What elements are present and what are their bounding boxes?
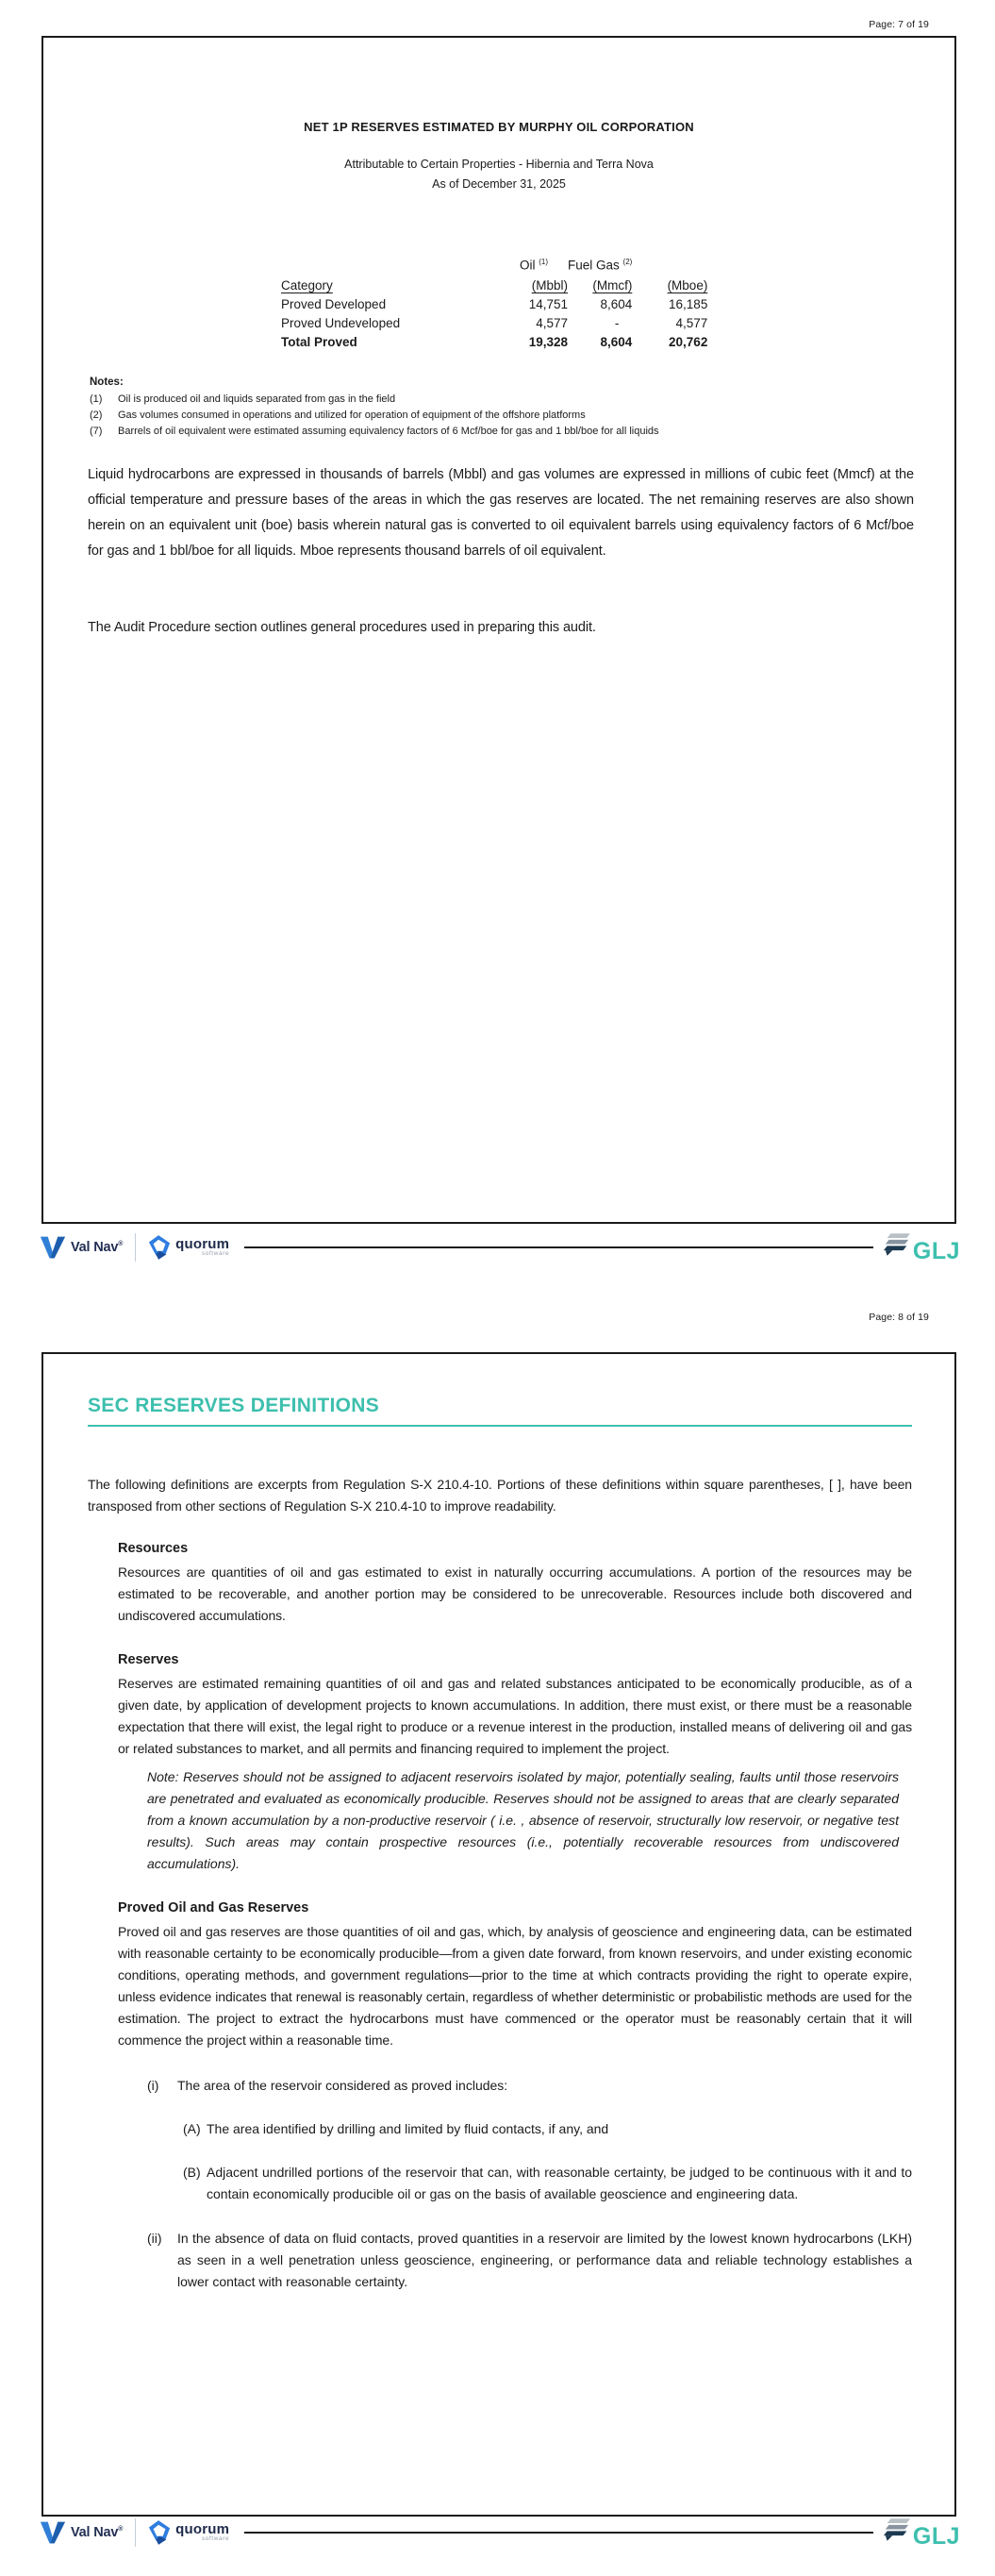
page-8: [41, 1352, 956, 2517]
group-header-oil: Oil $^{(1)}$: [519, 257, 549, 272]
list-item-a: [183, 2118, 912, 2140]
section-resources: [118, 1538, 912, 1627]
row-oil-value: 14,751: [528, 297, 568, 311]
row-boe-value: 16,185: [669, 297, 708, 311]
footer-divider: [135, 1233, 136, 1262]
report-effective-date: As of December 31, 2025: [432, 177, 566, 191]
list-text: The area of the reservoir considered as proved includes:: [177, 2078, 508, 2093]
page-7: [41, 36, 956, 1224]
glj-logo: [883, 2518, 960, 2550]
glj-logo: [883, 1233, 960, 1262]
section-body: Proved oil and gas reserves are those quantities of oil and gas, which, by analysis of geoscience and engineering data, can be estimated with reasonable certainty to be economically producible—from a given date forward, from known reservoirs, and under existing economic conditions, operating methods, and government regulations—prior to the time at which contracts providing the right to operate expire, unless evidence indicates that renewal is reasonably certain, regardless of whether deterministic or probabilistic methods are used for the estimation. The project to extract the hydrocarbons must have commenced or the operator must be reasonably certain that it will commence the project within a reasonable time.: [118, 1924, 912, 2048]
row-boe-value: 4,577: [675, 316, 708, 330]
registered-mark: ®: [118, 1241, 124, 1248]
valnav-v-icon: [40, 1236, 66, 1259]
section-title-rule: [88, 1425, 912, 1427]
section-proved-reserves: [118, 1898, 912, 2051]
col-header-mboe: (Mboe): [667, 278, 708, 293]
note-number: (2): [90, 410, 103, 421]
registered-mark: ®: [118, 2526, 124, 2534]
table-total-row: [281, 330, 707, 349]
list-marker: (A): [183, 2121, 201, 2136]
report-title: NET 1P RESERVES ESTIMATED BY MURPHY OIL CORPORATION: [304, 120, 694, 134]
list-text: Adjacent undrilled portions of the reservoir that can, with reasonable certainty, be judged to be continuous with it and to contain economically producible oil or gas on the basis of available geoscience and engineering data.: [207, 2165, 912, 2201]
units-paragraph: Liquid hydrocarbons are expressed in thousands of barrels (Mbbl) and gas volumes are expressed in millions of cubic feet (Mmcf) at the official temperature and pressure bases of the areas in which the gas reserves are located. The net remaining reserves are also shown herein on an equivalent unit (boe) basis wherein natural gas is converted to oil equivalent barrels using equivalency factors of 6 Mcf/boe for gas and 1 bbl/boe for all liquids. Mboe represents thousand barrels of oil equivalent.: [88, 467, 914, 559]
notes-block: [90, 375, 898, 440]
row-oil-value: 19,328: [528, 335, 568, 349]
glj-layers-icon: [883, 1233, 911, 1256]
col-header-mbbl: (Mbbl): [531, 278, 568, 293]
list-marker: (ii): [147, 2231, 162, 2246]
section-title: SEC RESERVES DEFINITIONS: [88, 1395, 380, 1416]
valnav-wordmark: Val Nav®: [71, 1240, 124, 1255]
section-body: Resources are quantities of oil and gas estimated to exist in naturally occurring accumulations. A portion of the resources may be estimated to be recoverable, and another portion may be considered to be unrecoverable. Resources include both discovered and undiscovered accumulations.: [118, 1564, 912, 1623]
footer-divider: [135, 2518, 136, 2547]
list-marker: (i): [147, 2078, 159, 2093]
footer-rule: [244, 1246, 873, 1248]
reserves-note: Note: Reserves should not be assigned to adjacent reservoirs isolated by major, potentially sealing, faults until those reservoirs are penetrated and evaluated as economically producible. Reserves should not be assigned to areas that are clearly separated from a known accumulation by a non-productive reservoir ( i.e. , absence of reservoir, structurally low reservoir, or negative test results). Such areas may contain prospective resources (i.e., potentially recoverable resources from undiscovered accumulations).: [147, 1769, 899, 1871]
glj-layers-icon: [883, 2518, 911, 2541]
quorum-sublabel: software: [201, 2535, 230, 2542]
table-row: [281, 293, 707, 311]
row-gas-value: 8,604: [600, 297, 633, 311]
definitions-intro: The following definitions are excerpts from Regulation S-X 210.4-10. Portions of these definitions within square parentheses, [ ], have been transposed from other sections of Regulation S-X 210.4-10 to improve readability.: [88, 1477, 912, 1514]
table-header-row: [281, 272, 707, 293]
glj-label: GLJ: [912, 2523, 960, 2550]
group-header-fuel-gas: Fuel Gas $^{(2)}$: [568, 257, 633, 272]
audit-procedure-paragraph: The Audit Procedure section outlines general procedures used in preparing this audit.: [88, 620, 596, 635]
footer-rule: [244, 2532, 873, 2534]
quorum-label: quorum: [175, 1236, 230, 1252]
note-item: [90, 424, 898, 440]
section-reserves: [118, 1649, 912, 1760]
page-indicator: Page: 7 of 19: [869, 19, 929, 30]
notes-heading: Notes:: [90, 376, 124, 388]
list-item-i: [147, 2075, 912, 2097]
quorum-q-icon: [148, 2520, 171, 2545]
list-text: The area identified by drilling and limited by fluid contacts, if any, and: [207, 2121, 609, 2136]
list-item-b: [183, 2162, 912, 2205]
col-header-mmcf: (Mmcf): [592, 278, 633, 293]
list-marker: (B): [183, 2165, 201, 2180]
row-category: Total Proved: [281, 335, 357, 349]
quorum-label: quorum: [175, 2521, 230, 2537]
section-body: Reserves are estimated remaining quantities of oil and gas and related substances anticipated to be economically producible, as of a given date, by application of development projects to known accumulations. In addition, there must exist, or there must be a reasonable expectation that there will exist, the legal right to produce or a revenue interest in the production, installed means of delivering oil and gas or related substances to market, and all permits and financing required to implement the project.: [118, 1676, 912, 1756]
note-item: [90, 408, 898, 424]
page-8-content: [43, 1354, 954, 2293]
section-heading: Reserves: [118, 1652, 179, 1667]
glj-label: GLJ: [912, 1238, 960, 1264]
section-heading: Resources: [118, 1541, 189, 1556]
note-number: (7): [90, 426, 103, 437]
note-text: Oil is produced oil and liquids separated from gas in the field: [118, 393, 396, 405]
footer: [40, 1227, 960, 1268]
section-heading: Proved Oil and Gas Reserves: [118, 1900, 309, 1915]
list-text: In the absence of data on fluid contacts, proved quantities in a reservoir are limited by the lowest known hydrocarbons (LKH) as seen in a well penetration unless geoscience, engineering, or performance data and reliable technology establishes a lower contact with reasonable certainty.: [177, 2231, 912, 2289]
report-subtitle: Attributable to Certain Properties - Hibernia and Terra Nova: [344, 158, 654, 171]
row-gas-value: 8,604: [600, 335, 633, 349]
note-text: Gas volumes consumed in operations and utilized for operation of equipment of the offshore platforms: [118, 410, 586, 421]
row-category: Proved Undeveloped: [281, 316, 401, 330]
table-group-header-row: [281, 251, 707, 272]
row-category: Proved Developed: [281, 297, 387, 311]
valnav-v-icon: [40, 2521, 66, 2544]
note-text: Barrels of oil equivalent were estimated assuming equivalency factors of 6 Mcf/boe for gas and 1 bbl/boe for all liquids: [118, 426, 659, 437]
note-item: [90, 392, 898, 408]
row-oil-value: 4,577: [536, 316, 568, 330]
footer: [40, 2512, 960, 2553]
table-row: [281, 311, 707, 330]
note-number: (1): [90, 393, 103, 405]
quorum-q-icon: [148, 1235, 171, 1260]
valnav-wordmark: Val Nav®: [71, 2525, 124, 2540]
quorum-wordmark: [175, 1238, 229, 1257]
page-indicator: Page: 8 of 19: [869, 1312, 929, 1323]
row-gas-value: -: [614, 316, 620, 330]
row-boe-value: 20,762: [669, 335, 708, 349]
quorum-wordmark: [175, 2523, 229, 2542]
col-header-category: Category: [281, 278, 333, 293]
quorum-sublabel: software: [201, 1250, 230, 1257]
reserves-table: [281, 251, 707, 349]
list-item-ii: [147, 2228, 912, 2293]
